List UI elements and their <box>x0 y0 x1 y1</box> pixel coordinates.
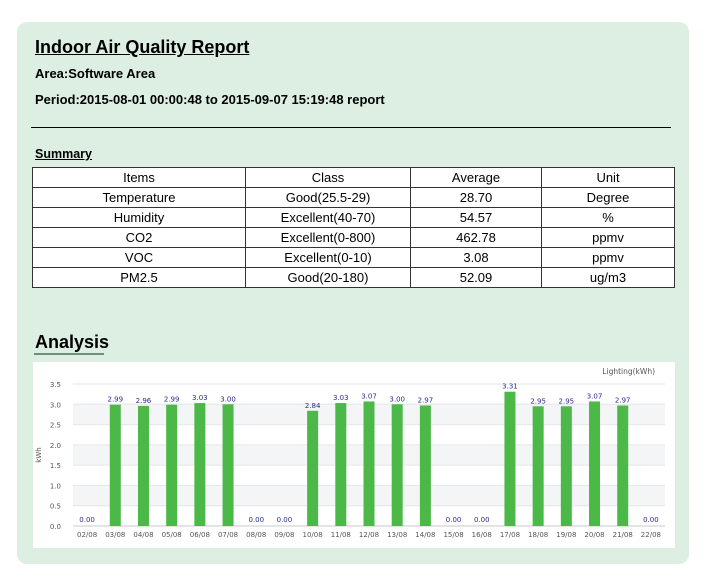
cell-item: CO2 <box>33 228 246 248</box>
cell-item: Humidity <box>33 208 246 228</box>
x-tick-label: 04/08 <box>133 531 154 539</box>
cell-item: Temperature <box>33 188 246 208</box>
table-row <box>33 228 675 248</box>
y-tick-label: 3.0 <box>49 401 61 410</box>
bar <box>138 406 149 526</box>
cell-unit: ug/m3 <box>542 268 675 288</box>
y-axis-label: kWh <box>35 447 43 463</box>
bar <box>420 406 431 526</box>
x-tick-label: 19/08 <box>556 531 577 539</box>
data-label: 2.96 <box>135 396 152 405</box>
bar <box>110 405 121 526</box>
cell-unit: Degree <box>542 188 675 208</box>
data-label: 0.00 <box>248 516 265 524</box>
chart-svg <box>33 362 675 548</box>
y-tick-label: 3.5 <box>49 381 61 389</box>
data-label: 3.03 <box>192 394 208 403</box>
summary-header-row <box>33 168 675 188</box>
bar <box>166 405 177 526</box>
data-label: 2.95 <box>530 397 546 406</box>
column-header-items: Items <box>33 168 246 188</box>
column-header-class: Class <box>246 168 411 188</box>
x-tick-label: 03/08 <box>105 531 126 539</box>
data-label: 3.03 <box>333 394 349 403</box>
x-tick-label: 16/08 <box>471 531 492 539</box>
bar <box>589 401 600 526</box>
report-area: Area:Software Area <box>35 66 156 81</box>
table-row <box>33 268 675 288</box>
data-label: 3.07 <box>361 392 377 401</box>
bar <box>533 406 544 526</box>
x-tick-label: 14/08 <box>415 531 436 539</box>
x-tick-label: 18/08 <box>528 531 549 539</box>
x-tick-label: 07/08 <box>217 531 239 539</box>
cell-class: Good(20-180) <box>246 268 411 288</box>
y-tick-label: 2.5 <box>49 421 61 430</box>
data-label: 3.00 <box>220 395 236 404</box>
x-tick-label: 21/08 <box>612 531 633 539</box>
data-label: 2.84 <box>304 401 321 410</box>
table-row <box>33 188 675 208</box>
cell-average: 462.78 <box>411 228 542 248</box>
summary-heading: Summary <box>35 147 92 161</box>
cell-class: Good(25.5-29) <box>246 188 411 208</box>
bar <box>504 392 515 526</box>
data-label: 0.00 <box>473 516 490 524</box>
y-tick-label: 2.0 <box>49 441 61 450</box>
table-row <box>33 248 675 268</box>
cell-average: 3.08 <box>411 248 542 268</box>
bar <box>364 401 375 526</box>
cell-class: Excellent(0-10) <box>246 248 411 268</box>
x-tick-label: 22/08 <box>640 531 661 539</box>
bar <box>561 406 572 526</box>
y-tick-label: 0.0 <box>49 523 61 531</box>
x-tick-label: 20/08 <box>584 531 605 539</box>
x-tick-label: 02/08 <box>77 531 98 539</box>
cell-unit: ppmv <box>542 248 675 268</box>
x-tick-label: 09/08 <box>274 531 295 539</box>
data-label: 2.95 <box>558 397 575 406</box>
cell-unit: ppmv <box>542 228 675 248</box>
cell-average: 54.57 <box>411 208 542 228</box>
table-row <box>33 208 675 228</box>
data-label: 0.00 <box>643 516 659 524</box>
analysis-heading: Analysis <box>35 332 110 352</box>
x-tick-label: 12/08 <box>358 531 380 539</box>
divider <box>31 127 671 128</box>
data-label: 3.07 <box>586 392 603 401</box>
data-label: 3.31 <box>502 382 518 391</box>
cell-average: 52.09 <box>411 268 542 288</box>
report-period: Period:2015-08-01 00:00:48 to 2015-09-07 15:19:48 report <box>35 92 385 107</box>
lighting-chart <box>33 362 675 548</box>
data-label: 3.00 <box>389 395 405 404</box>
column-header-unit: Unit <box>542 168 675 188</box>
x-tick-label: 06/08 <box>189 531 210 539</box>
cell-class: Excellent(0-800) <box>246 228 411 248</box>
data-label: 2.99 <box>107 395 124 404</box>
data-label: 2.97 <box>614 396 631 405</box>
bar <box>335 403 346 526</box>
x-tick-label: 11/08 <box>330 531 351 539</box>
data-label: 0.00 <box>276 516 293 524</box>
cell-unit: % <box>542 208 675 228</box>
x-tick-label: 08/08 <box>246 531 267 539</box>
x-tick-label: 13/08 <box>387 531 408 539</box>
legend-label: Lighting(kWh) <box>602 367 655 376</box>
bar <box>307 411 318 526</box>
column-header-average: Average <box>411 168 542 188</box>
data-label: 0.00 <box>79 516 95 524</box>
cell-average: 28.70 <box>411 188 542 208</box>
bar <box>194 403 205 526</box>
data-label: 2.97 <box>417 396 434 405</box>
report-title: Indoor Air Quality Report <box>35 37 250 57</box>
x-tick-label: 05/08 <box>161 531 182 539</box>
x-tick-label: 15/08 <box>443 531 464 539</box>
data-label: 2.99 <box>163 395 180 404</box>
y-tick-label: 0.5 <box>49 502 61 511</box>
report-card <box>17 22 689 564</box>
summary-table <box>32 167 675 288</box>
bar <box>392 404 403 526</box>
bar <box>223 404 234 526</box>
cell-class: Excellent(40-70) <box>246 208 411 228</box>
data-label: 0.00 <box>445 516 462 524</box>
bar <box>617 406 628 526</box>
x-tick-label: 10/08 <box>302 531 323 539</box>
cell-item: VOC <box>33 248 246 268</box>
x-tick-label: 17/08 <box>499 531 521 539</box>
analysis-underline <box>34 353 104 355</box>
cell-item: PM2.5 <box>33 268 246 288</box>
y-tick-label: 1.5 <box>49 462 61 471</box>
y-tick-label: 1.0 <box>49 482 61 491</box>
